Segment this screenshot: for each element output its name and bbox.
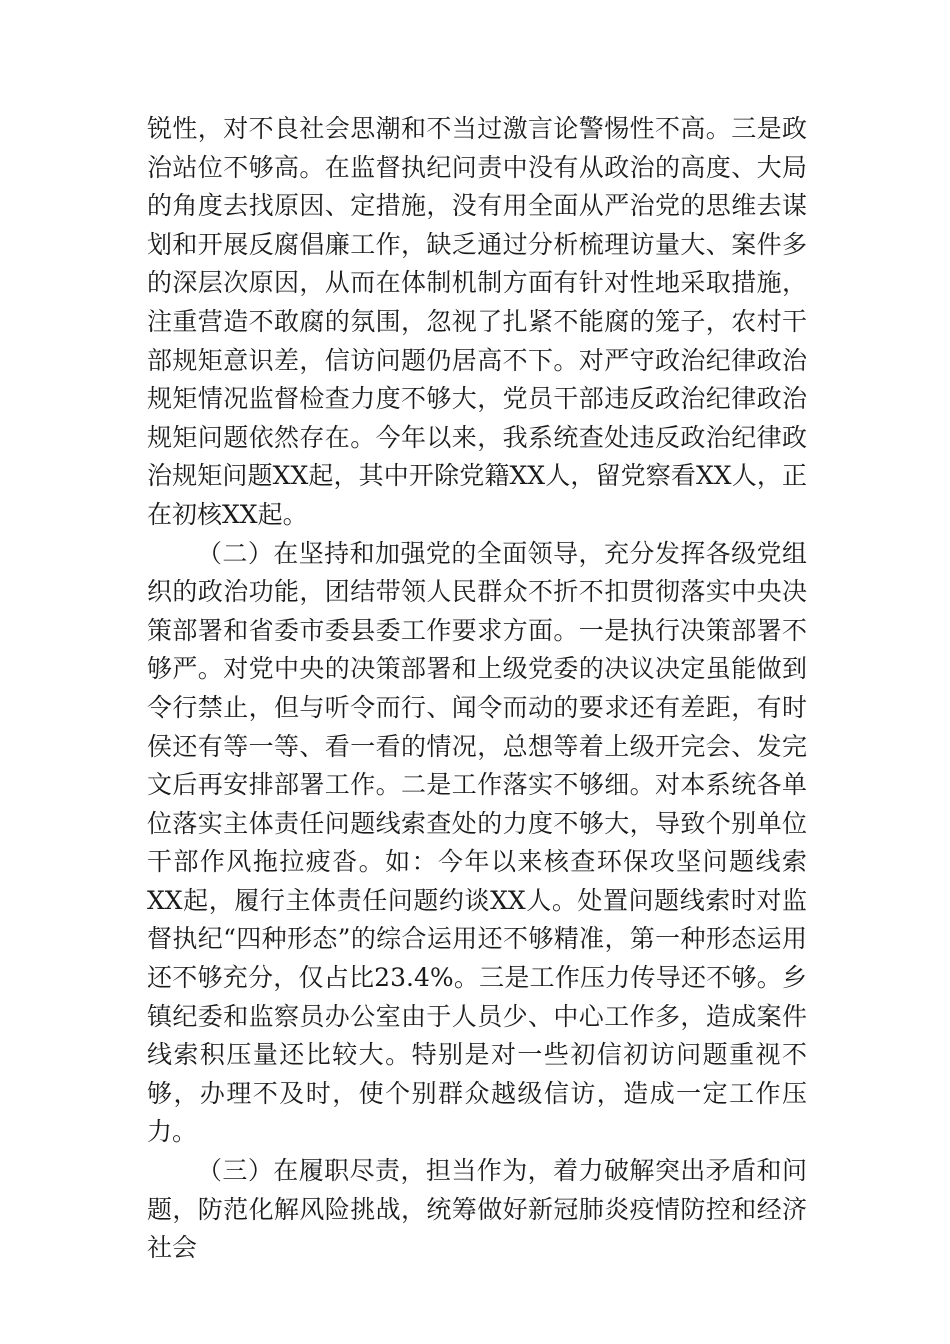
paragraph-continuation: 锐性，对不良社会思潮和不当过激言论警惕性不高。三是政治站位不够高。在监督执纪问责中没有从政治的高度、大局的角度去找原因、定措施，没有用全面从严治党的思维去谋划和开展反腐倡廉工作，缺乏通过分析梳理访量大、案件多的深层次原因，从而在体制机制方面有针对性地采取措施，注重营造不敢腐的氛围，忽视了扎紧不能腐的笼子，农村干部规矩意识差，信访问题仍居高不下。对严守政治纪律政治规矩情况监督检查力度不够大，党员干部违反政治纪律政治规矩问题依然存在。今年以来，我系统查处违反政治纪律政治规矩问题XX起，其中开除党籍XX人，留党察看XX人，正在初核XX起。 [147, 114, 807, 529]
paragraph-section-three: （三）在履职尽责，担当作为，着力破解突出矛盾和问题，防范化解风险挑战，统筹做好新冠肺炎疫情防控和经济社会 [147, 1156, 807, 1263]
document-body [147, 110, 807, 1268]
paragraph-section-two: （二）在坚持和加强党的全面领导，充分发挥各级党组织的政治功能，团结带领人民群众不折不扣贯彻落实中央决策部署和省委市委县委工作要求方面。一是执行决策部署不够严。对党中央的决策部署和上级党委的决议决定虽能做到令行禁止，但与听令而行、闻令而动的要求还有差距，有时侯还有等一等、看一看的情况，总想等着上级开完会、发完文后再安排部署工作。二是工作落实不够细。对本系统各单位落实主体责任问题线索查处的力度不够大，导致个别单位干部作风拖拉疲沓。如：今年以来核查环保攻坚问题线索XX起，履行主体责任问题约谈XX人。处置问题线索时对监督执纪“四种形态”的综合运用还不够精准，第一种形态运用还不够充分，仅占比23.4%。三是工作压力传导还不够。乡镇纪委和监察员办公室由于人员少、中心工作多，造成案件线索积压量还比较大。特别是对一些初信初访问题重视不够，办理不及时，使个别群众越级信访，造成一定工作压力。 [147, 538, 807, 1147]
